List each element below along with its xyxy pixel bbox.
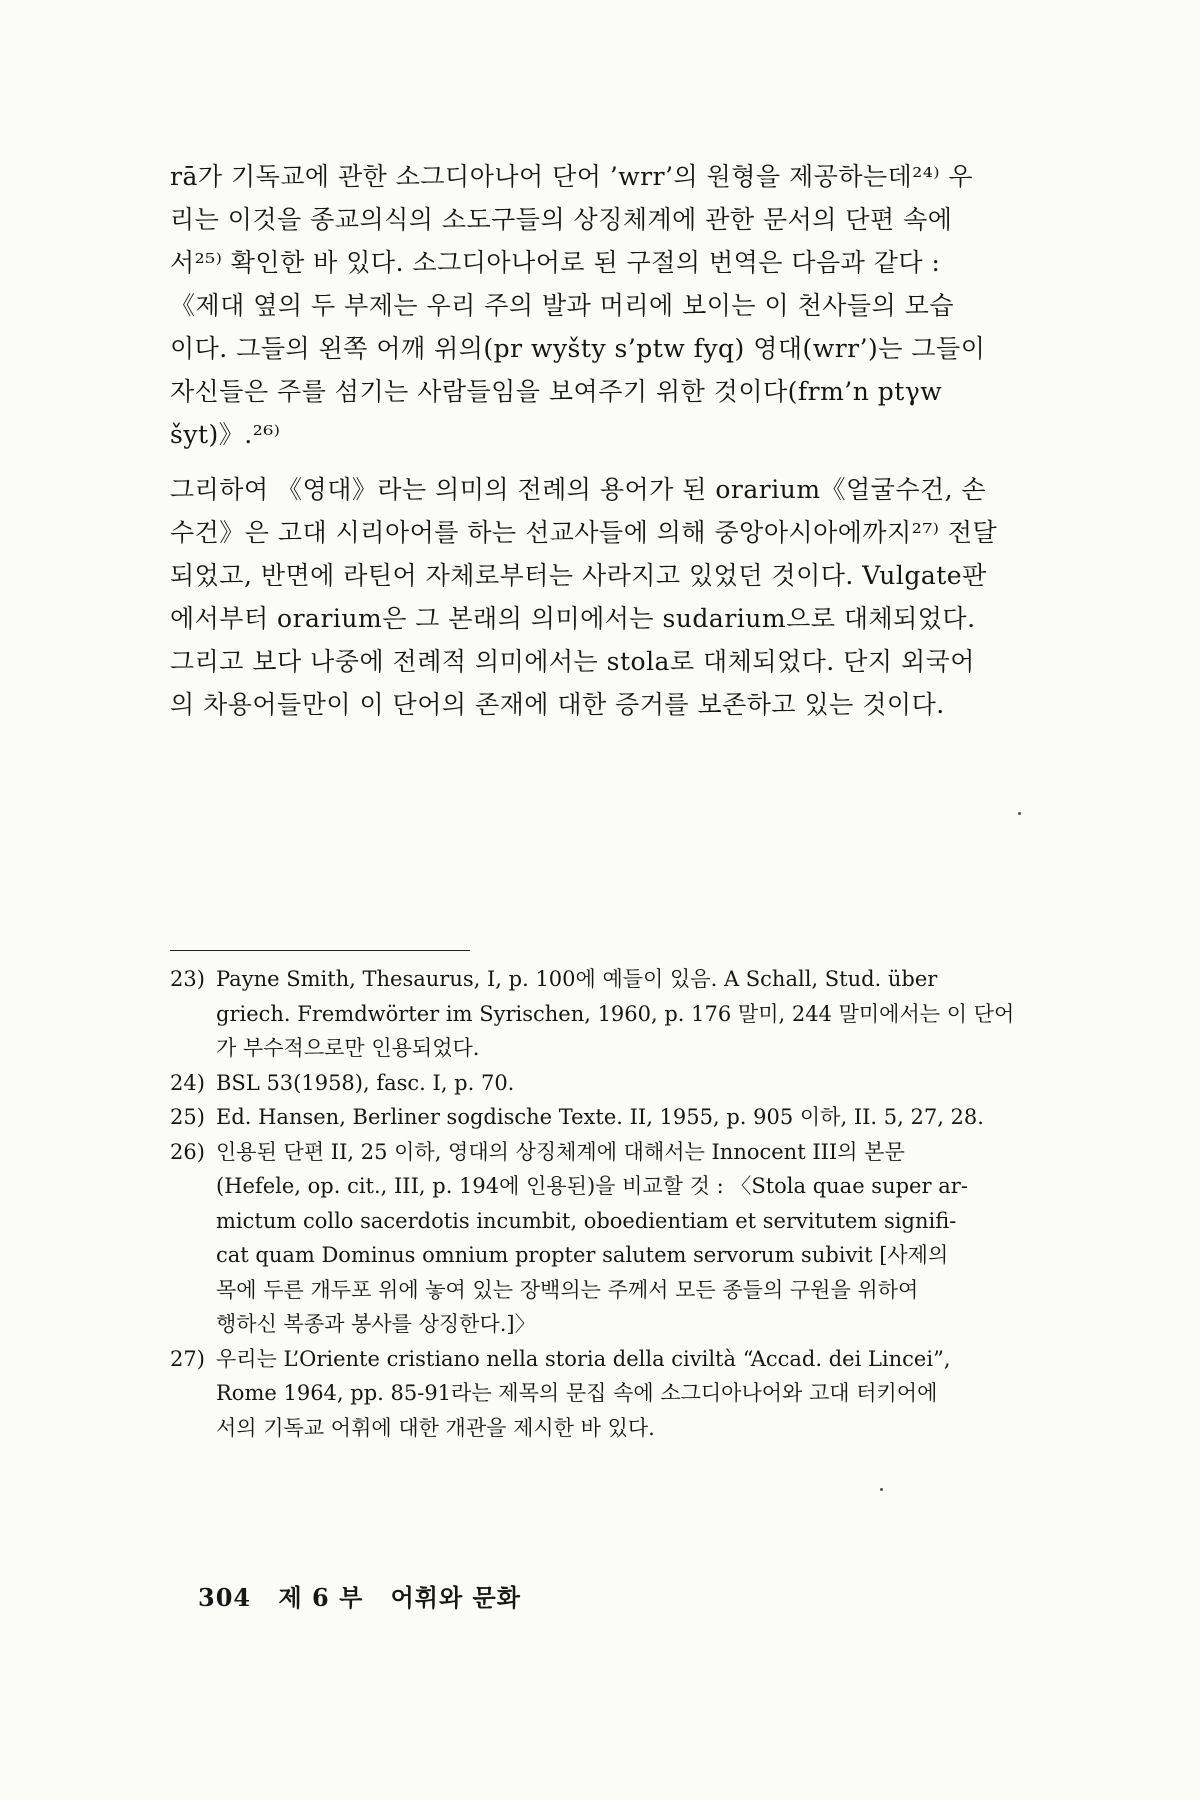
text-line: 이다. 그들의 왼쪽 어깨 위의(pr wyšty s’ptw fyq) 영대(wrr’)는 그들이 <box>170 334 986 363</box>
text-line: šyt)》.²⁶⁾ <box>170 420 281 449</box>
footnote-number: 26) <box>170 1139 205 1164</box>
text-line: 그리하여 《영대》라는 의미의 전례의 용어가 된 orarium《얼굴수건, 손 <box>170 475 987 504</box>
page-number: 304 <box>198 1583 252 1612</box>
scan-speck <box>880 1488 883 1491</box>
paragraph-1 <box>170 155 1050 456</box>
footnote-line: 인용된 단편 II, 25 이하, 영대의 상징체계에 대해서는 Innocent III의 본문 <box>216 1139 905 1164</box>
footnote-line: mictum collo sacerdotis incumbit, oboedientiam et servitutem signifi- <box>216 1208 957 1233</box>
footnote-line: BSL 53(1958), fasc. I, p. 70. <box>216 1070 515 1095</box>
text-line: 수건》은 고대 시리아어를 하는 선교사들에 의해 중앙아시아에까지²⁷⁾ 전달 <box>170 518 998 547</box>
footnote-line: Ed. Hansen, Berliner sogdische Texte. II, 1955, p. 905 이하, II. 5, 27, 28. <box>216 1105 984 1129</box>
footnote-27 <box>170 1342 1050 1446</box>
page-footer <box>198 1578 539 1613</box>
text-line: 《제대 옆의 두 부제는 우리 주의 발과 머리에 보이는 이 천사들의 모습 <box>170 291 954 320</box>
footnote-24 <box>170 1066 1050 1101</box>
footnote-25 <box>170 1100 1050 1135</box>
footnote-line: Rome 1964, pp. 85-91라는 제목의 문집 속에 소그디아나어와 고대 터키어에 <box>216 1381 938 1405</box>
footnote-number: 27) <box>170 1346 205 1371</box>
footnote-line: griech. Fremdwörter im Syrischen, 1960, p. 176 말미, 244 말미에서는 이 단어 <box>216 1001 1015 1026</box>
footnote-line: 목에 두른 개두포 위에 놓여 있는 장백의는 주께서 모든 종들의 구원을 위하여 <box>216 1277 919 1302</box>
text-line: 의 차용어들만이 이 단어의 존재에 대한 증거를 보존하고 있는 것이다. <box>170 690 945 719</box>
footnote-line: Payne Smith, Thesaurus, I, p. 100에 예들이 있음. A Schall, Stud. über <box>216 967 938 991</box>
text-line: 리는 이것을 종교의식의 소도구들의 상징체계에 관한 문서의 단편 속에 <box>170 205 953 234</box>
body-text <box>170 155 1050 726</box>
text-line: 서²⁵⁾ 확인한 바 있다. 소그디아나어로 된 구절의 번역은 다음과 같다 : <box>170 248 941 277</box>
text-line: rā가 기독교에 관한 소그디아나어 단어 ’wrr’의 원형을 제공하는데²⁴⁾ 우 <box>170 162 974 191</box>
footnote-divider <box>170 950 470 951</box>
text-line: 에서부터 orarium은 그 본래의 의미에서는 sudarium으로 대체되었다. <box>170 604 976 633</box>
footnote-line: 행하신 복종과 봉사를 상징한다.]〉 <box>216 1312 536 1336</box>
footnote-line: 우리는 L’Oriente cristiano nella storia della civiltà “Accad. dei Lincei”, <box>216 1346 951 1371</box>
footnote-line: (Hefele, op. cit., III, p. 194에 인용된)을 비교할 것 : 〈Stola quae super ar- <box>216 1174 968 1198</box>
text-line: 그리고 보다 나중에 전례적 의미에서는 stola로 대체되었다. 단지 외국어 <box>170 647 975 676</box>
footnote-number: 23) <box>170 967 205 991</box>
footnote-number: 24) <box>170 1070 205 1095</box>
footnote-number: 25) <box>170 1105 205 1129</box>
part-label: 제 6 부 <box>278 1583 364 1612</box>
text-line: 되었고, 반면에 라틴어 자체로부터는 사라지고 있었던 것이다. Vulgate판 <box>170 561 987 590</box>
scan-speck <box>1018 812 1021 815</box>
paragraph-2 <box>170 468 1050 726</box>
footnote-26 <box>170 1135 1050 1342</box>
footnote-line: cat quam Dominus omnium propter salutem servorum subivit [사제의 <box>216 1243 949 1267</box>
footnote-line: 서의 기독교 어휘에 대한 개관을 제시한 바 있다. <box>216 1415 655 1440</box>
footnote-line: 가 부수적으로만 인용되었다. <box>216 1036 480 1060</box>
footnotes <box>170 962 1050 1445</box>
footnote-23 <box>170 962 1050 1066</box>
text-line: 자신들은 주를 섬기는 사람들임을 보여주기 위한 것이다(frm’n ptγw <box>170 377 943 406</box>
section-title: 어휘와 문화 <box>390 1583 521 1612</box>
